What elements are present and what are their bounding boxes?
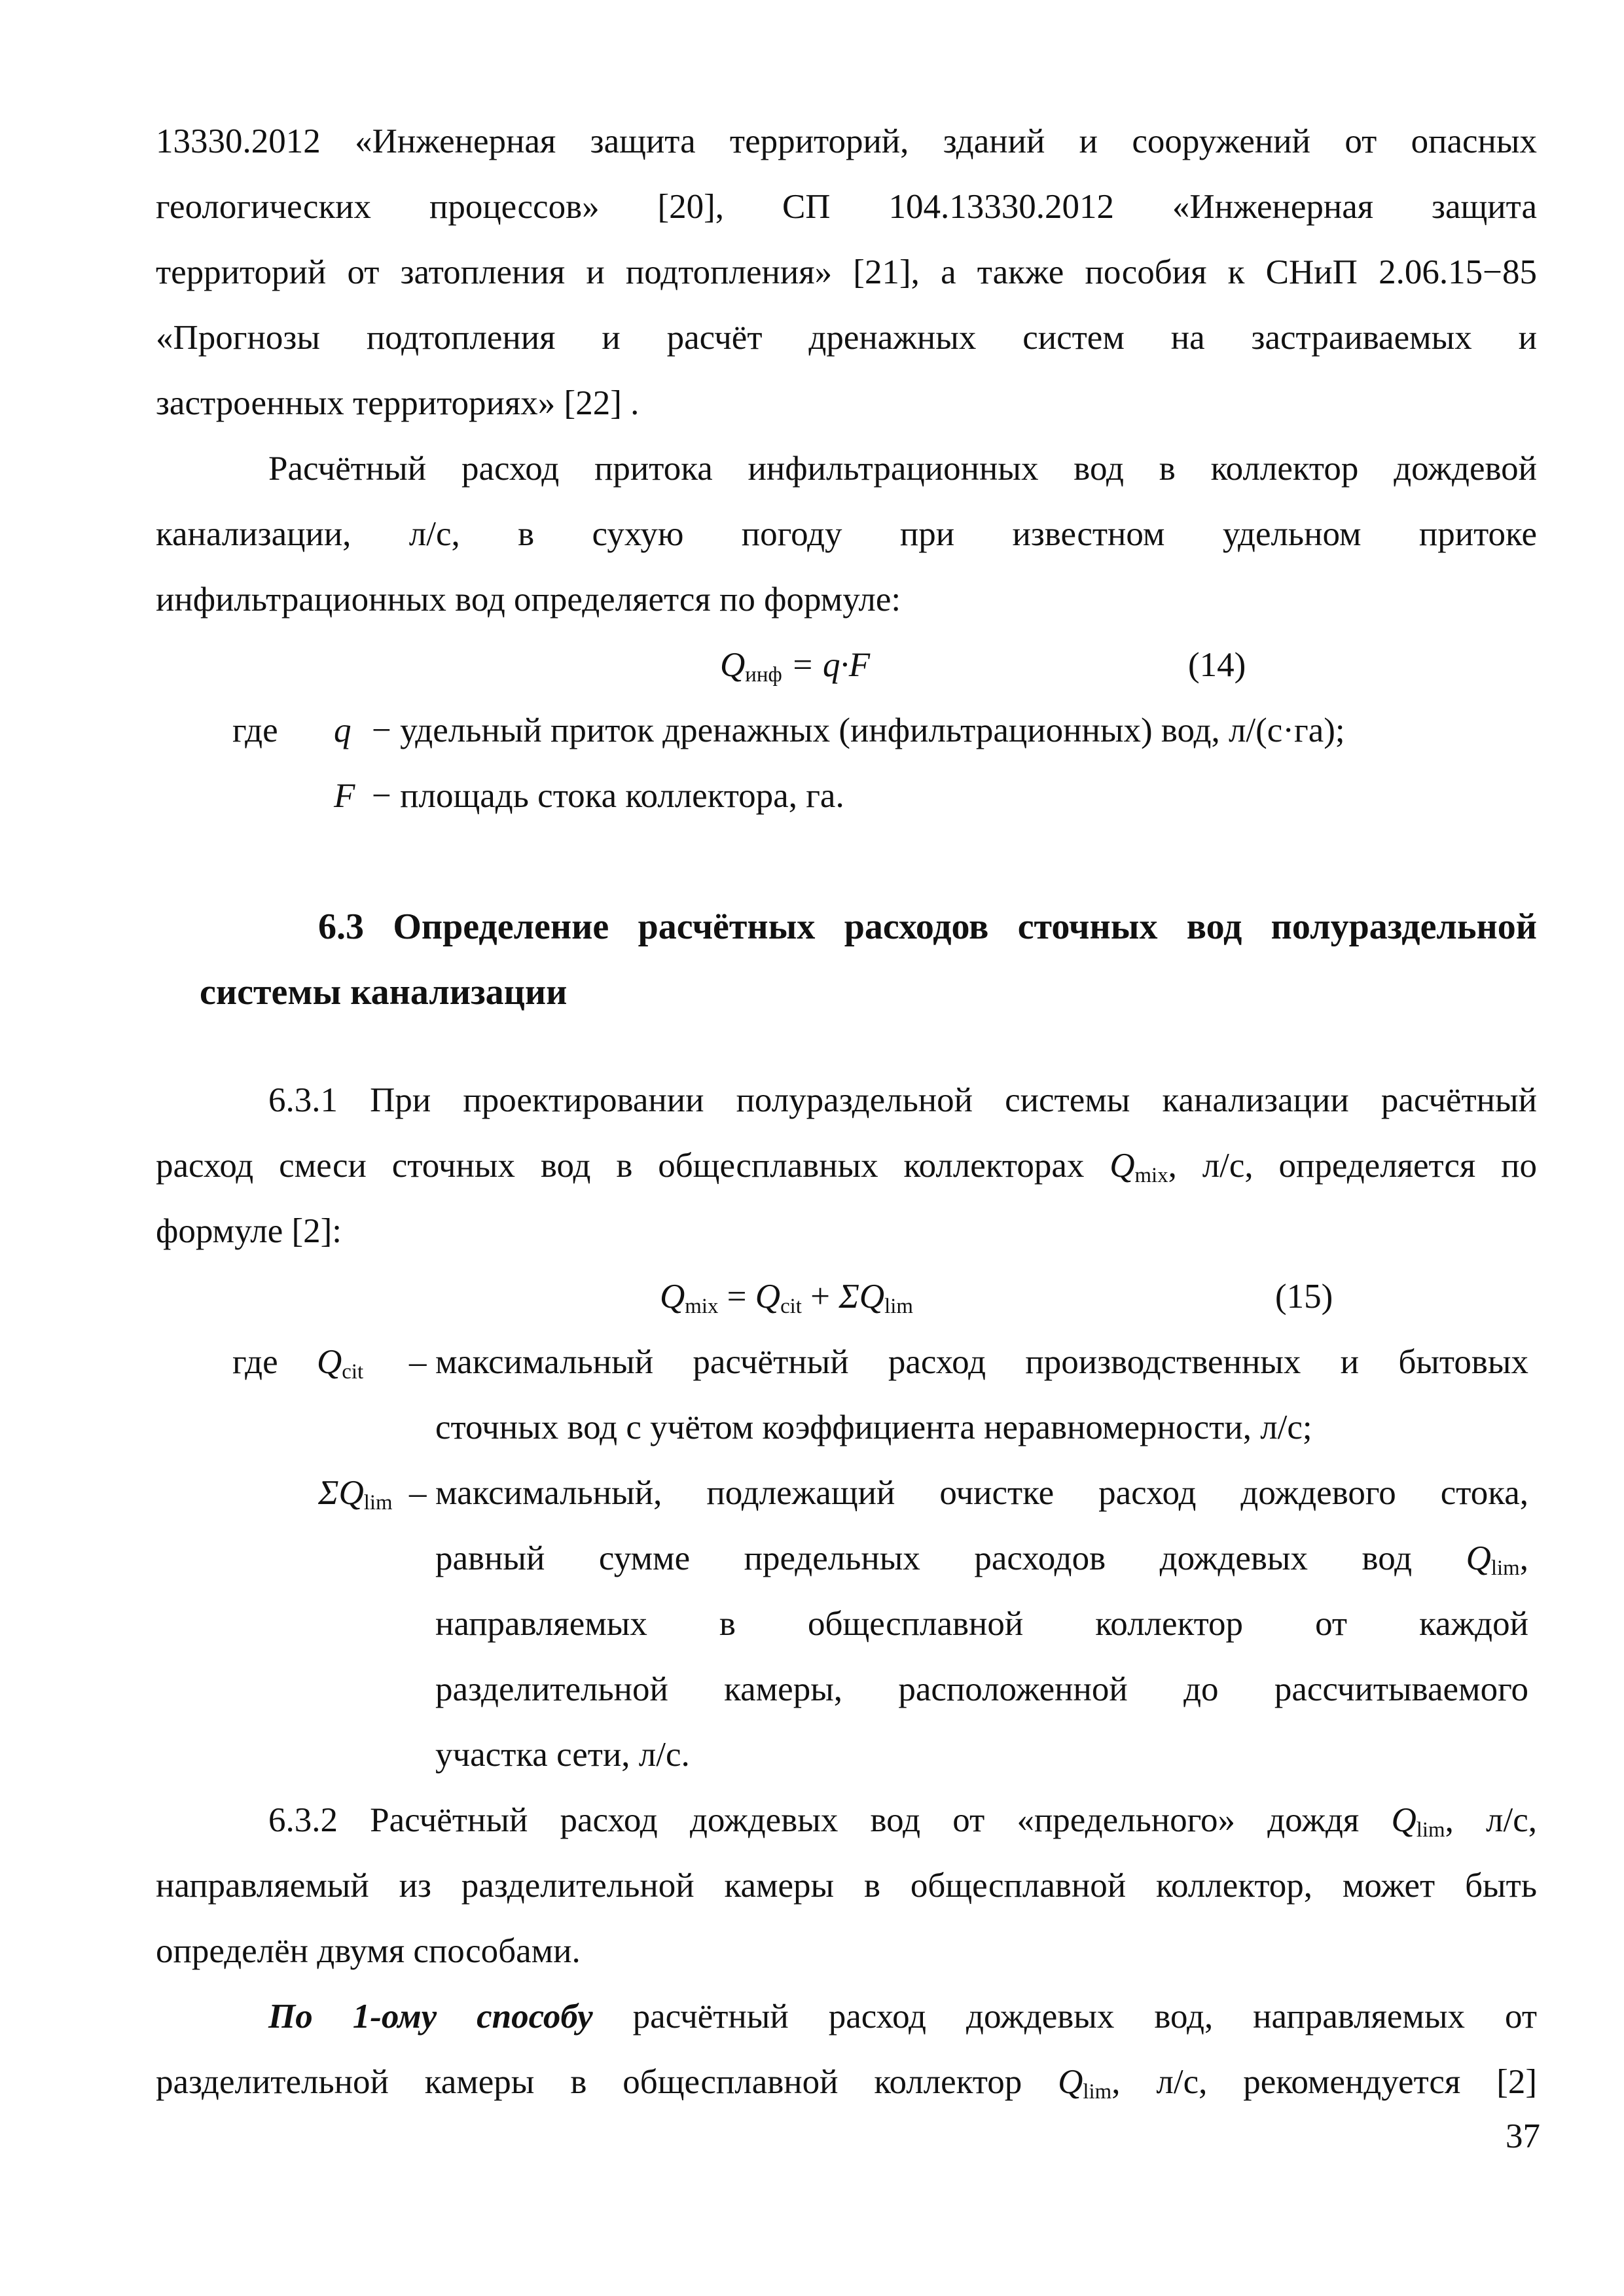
paragraph-line: Расчётный расход притока инфильтрационных вод в коллектор дождевой: [268, 450, 1537, 488]
formula-14: $Q_{инф} = q\cdot F$: [720, 646, 871, 687]
formula-number: (15): [1275, 1278, 1333, 1316]
section-heading: системы канализации: [200, 972, 568, 1013]
section-heading: 6.3 Определение расчётных расходов сточных вод полураздельной: [318, 906, 1537, 947]
paragraph-line: определён двумя способами.: [156, 1932, 581, 1970]
variable-definition: участка сети, л/с.: [435, 1736, 690, 1774]
formula-number: (14): [1188, 646, 1246, 684]
where-label: где: [232, 1343, 278, 1381]
paragraph-line: разделительной камеры в общесплавной коллектор $Q_{lim}$, л/с, рекомендуется [2]: [156, 2063, 1538, 2104]
variable-symbol: $\Sigma Q_{lim}$: [318, 1474, 393, 1515]
paragraph-line: 6.3.1 При проектировании полураздельной системы канализации расчётный: [268, 1081, 1537, 1119]
variable-definition: максимальный, подлежащий очистке расход дождевого стока,: [435, 1474, 1528, 1512]
paragraph-line: 13330.2012 «Инженерная защита территорий, зданий и сооружений от опасных: [156, 122, 1537, 160]
variable-definition: сточных вод с учётом коэффициента неравномерности, л/с;: [435, 1408, 1312, 1446]
paragraph-line: «Прогнозы подтопления и расчёт дренажных систем на застраиваемых и: [156, 319, 1537, 357]
paragraph-line: территорий от затопления и подтопления» [21], а также пособия к СНиП 2.06.15−85: [156, 253, 1537, 291]
where-label: где: [232, 711, 278, 749]
variable-definition: равный сумме предельных расходов дождевых вод $Q_{lim}$,: [435, 1539, 1528, 1581]
paragraph-line: По 1-ому способу расчётный расход дождевых вод, направляемых от: [268, 1998, 1537, 2036]
paragraph-line: расход смеси сточных вод в общесплавных коллекторах $Q_{mix}$, л/с, определяется по: [156, 1147, 1537, 1188]
variable-definition: − площадь стока коллектора, га.: [372, 777, 844, 815]
paragraph-line: формуле [2]:: [156, 1212, 342, 1250]
dash: –: [409, 1343, 427, 1381]
paragraph-line: геологических процессов» [20], СП 104.13330.2012 «Инженерная защита: [156, 188, 1537, 226]
dash: –: [409, 1474, 427, 1512]
paragraph-line: застроенных территориях» [22] .: [156, 384, 640, 422]
variable-symbol: $Q_{cit}$: [317, 1343, 364, 1384]
paragraph-line: 6.3.2 Расчётный расход дождевых вод от «предельного» дождя $Q_{lim}$, л/с,: [268, 1801, 1537, 1842]
page-number: 37: [1506, 2117, 1540, 2155]
paragraph-line: направляемый из разделительной камеры в общесплавной коллектор, может быть: [156, 1867, 1537, 1905]
variable-definition: направляемых в общесплавной коллектор от каждой: [435, 1605, 1528, 1643]
variable-definition: максимальный расчётный расход производственных и бытовых: [435, 1343, 1528, 1381]
variable-definition: − удельный приток дренажных (инфильтрационных) вод, л/(с·га);: [372, 711, 1345, 749]
variable-symbol: F: [334, 777, 355, 815]
paragraph-line: канализации, л/с, в сухую погоду при известном удельном притоке: [156, 515, 1537, 553]
formula-15: $Q_{mix} = Q_{cit} + \Sigma Q_{lim}$: [660, 1278, 913, 1319]
variable-definition: разделительной камеры, расположенной до рассчитываемого: [435, 1670, 1528, 1708]
variable-symbol: q: [334, 711, 352, 749]
paragraph-line: инфильтрационных вод определяется по формуле:: [156, 581, 901, 619]
